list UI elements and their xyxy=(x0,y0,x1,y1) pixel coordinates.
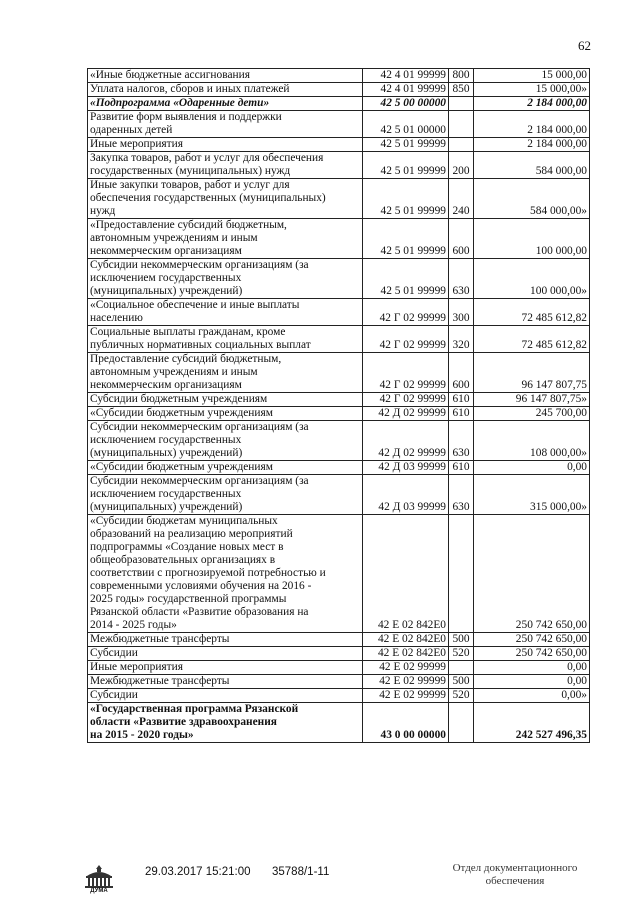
row-amount-cell: 0,00 xyxy=(474,661,590,675)
row-amount-cell: 15 000,00 xyxy=(474,69,590,83)
row-amount-cell: 96 147 807,75 xyxy=(474,353,590,393)
table-row xyxy=(88,633,590,647)
table-row xyxy=(88,661,590,675)
row-name-cell: Иные мероприятия xyxy=(88,661,363,675)
row-expense-type-cell: 630 xyxy=(449,475,474,515)
row-expense-type-cell xyxy=(449,138,474,152)
row-amount-cell: 584 000,00» xyxy=(474,179,590,219)
row-expense-type-cell: 850 xyxy=(449,83,474,97)
row-expense-type-cell: 520 xyxy=(449,647,474,661)
table-row xyxy=(88,111,590,138)
table-row xyxy=(88,179,590,219)
row-code-cell: 42 5 01 99999 xyxy=(363,152,449,179)
row-code-cell: 42 Г 02 99999 xyxy=(363,353,449,393)
row-code-cell: 42 Д 03 99999 xyxy=(363,475,449,515)
row-expense-type-cell: 630 xyxy=(449,421,474,461)
row-amount-cell: 0,00 xyxy=(474,675,590,689)
row-code-cell: 42 Д 02 99999 xyxy=(363,421,449,461)
table-row xyxy=(88,299,590,326)
table-row xyxy=(88,647,590,661)
table-row xyxy=(88,475,590,515)
row-amount-cell: 72 485 612,82 xyxy=(474,326,590,353)
row-expense-type-cell xyxy=(449,515,474,633)
row-name-cell: Развитие форм выявления и поддержки одаренных детей xyxy=(88,111,363,138)
row-name-cell: Субсидии некоммерческим организациям (за исключением государственных (муниципальных) учреждений) xyxy=(88,259,363,299)
row-expense-type-cell: 520 xyxy=(449,689,474,703)
row-expense-type-cell xyxy=(449,97,474,111)
table-row xyxy=(88,515,590,633)
row-amount-cell: 315 000,00» xyxy=(474,475,590,515)
row-name-cell: «Государственная программа Рязанской области «Развитие здравоохранения на 2015 - 2020 годы» xyxy=(88,703,363,743)
row-amount-cell: 2 184 000,00 xyxy=(474,111,590,138)
row-amount-cell: 250 742 650,00 xyxy=(474,633,590,647)
row-code-cell: 42 Е 02 842Е0 xyxy=(363,647,449,661)
row-amount-cell: 242 527 496,35 xyxy=(474,703,590,743)
row-code-cell: 42 5 01 99999 xyxy=(363,179,449,219)
row-name-cell: «Субсидии бюджетным учреждениям xyxy=(88,407,363,421)
page-footer xyxy=(0,860,640,900)
row-expense-type-cell: 200 xyxy=(449,152,474,179)
row-name-cell: «Подпрограмма «Одаренные дети» xyxy=(88,97,363,111)
row-name-cell: Субсидии xyxy=(88,689,363,703)
row-name-cell: Субсидии бюджетным учреждениям xyxy=(88,393,363,407)
table-row xyxy=(88,259,590,299)
row-expense-type-cell xyxy=(449,661,474,675)
row-expense-type-cell: 610 xyxy=(449,393,474,407)
row-code-cell: 42 Г 02 99999 xyxy=(363,299,449,326)
table-row xyxy=(88,83,590,97)
row-name-cell: Иные закупки товаров, работ и услуг для обеспечения государственных (муниципальных) нужд xyxy=(88,179,363,219)
row-amount-cell: 250 742 650,00 xyxy=(474,647,590,661)
row-code-cell: 42 4 01 99999 xyxy=(363,69,449,83)
footer-doc-number: 35788/1-11 xyxy=(272,866,330,878)
row-amount-cell: 100 000,00» xyxy=(474,259,590,299)
row-expense-type-cell: 630 xyxy=(449,259,474,299)
row-expense-type-cell: 610 xyxy=(449,407,474,421)
row-code-cell: 43 0 00 00000 xyxy=(363,703,449,743)
table-row xyxy=(88,97,590,111)
table-row xyxy=(88,326,590,353)
row-name-cell: «Предоставление субсидий бюджетным, автономным учреждениям и иным некоммерческим организациям xyxy=(88,219,363,259)
row-code-cell: 42 Е 02 99999 xyxy=(363,675,449,689)
row-code-cell: 42 5 00 00000 xyxy=(363,97,449,111)
row-expense-type-cell: 610 xyxy=(449,461,474,475)
row-amount-cell: 0,00» xyxy=(474,689,590,703)
row-name-cell: Субсидии некоммерческим организациям (за исключением государственных (муниципальных) учреждений) xyxy=(88,421,363,461)
row-expense-type-cell: 600 xyxy=(449,219,474,259)
row-name-cell: Уплата налогов, сборов и иных платежей xyxy=(88,83,363,97)
row-expense-type-cell: 500 xyxy=(449,633,474,647)
footer-department-stamp: Отдел документационного обеспечения xyxy=(452,862,578,887)
row-amount-cell: 2 184 000,00 xyxy=(474,97,590,111)
row-name-cell: «Иные бюджетные ассигнования xyxy=(88,69,363,83)
row-amount-cell: 108 000,00» xyxy=(474,421,590,461)
row-name-cell: «Субсидии бюджетам муниципальных образований на реализацию мероприятий подпрограммы «Создание новых мест в общеобразовательных организациях в соответствии с прогнозируемой потребностью и современными условиями обучения на 2016 - 2025 годы» государственной программы Рязанской области «Развитие образования на 2014 - 2025 годы» xyxy=(88,515,363,633)
row-amount-cell: 2 184 000,00 xyxy=(474,138,590,152)
row-name-cell: Социальные выплаты гражданам, кроме публичных нормативных социальных выплат xyxy=(88,326,363,353)
row-code-cell: 42 5 01 99999 xyxy=(363,138,449,152)
budget-table-body xyxy=(88,69,590,743)
row-expense-type-cell: 800 xyxy=(449,69,474,83)
row-amount-cell: 0,00 xyxy=(474,461,590,475)
row-code-cell: 42 Д 02 99999 xyxy=(363,407,449,421)
row-code-cell: 42 5 01 99999 xyxy=(363,219,449,259)
table-row xyxy=(88,69,590,83)
footer-datetime: 29.03.2017 15:21:00 xyxy=(145,866,251,878)
row-name-cell: Иные мероприятия xyxy=(88,138,363,152)
row-code-cell: 42 4 01 99999 xyxy=(363,83,449,97)
row-expense-type-cell xyxy=(449,111,474,138)
row-code-cell: 42 Е 02 99999 xyxy=(363,661,449,675)
row-code-cell: 42 Е 02 99999 xyxy=(363,689,449,703)
page-number: 62 xyxy=(578,38,591,53)
row-name-cell: Закупка товаров, работ и услуг для обеспечения государственных (муниципальных) нужд xyxy=(88,152,363,179)
budget-table xyxy=(87,68,590,743)
row-name-cell: «Социальное обеспечение и иные выплаты населению xyxy=(88,299,363,326)
table-row xyxy=(88,353,590,393)
table-row xyxy=(88,461,590,475)
row-expense-type-cell: 500 xyxy=(449,675,474,689)
table-row xyxy=(88,219,590,259)
row-name-cell: Субсидии xyxy=(88,647,363,661)
row-amount-cell: 245 700,00 xyxy=(474,407,590,421)
row-expense-type-cell: 240 xyxy=(449,179,474,219)
row-expense-type-cell: 600 xyxy=(449,353,474,393)
row-amount-cell: 100 000,00 xyxy=(474,219,590,259)
table-row xyxy=(88,421,590,461)
row-amount-cell: 15 000,00» xyxy=(474,83,590,97)
row-code-cell: 42 5 01 99999 xyxy=(363,259,449,299)
row-code-cell: 42 Е 02 842Е0 xyxy=(363,633,449,647)
table-row xyxy=(88,393,590,407)
table-row xyxy=(88,152,590,179)
row-name-cell: Предоставление субсидий бюджетным, автономным учреждениям и иным некоммерческим организациям xyxy=(88,353,363,393)
row-name-cell: Межбюджетные трансферты xyxy=(88,675,363,689)
row-amount-cell: 72 485 612,82 xyxy=(474,299,590,326)
table-row xyxy=(88,407,590,421)
table-row xyxy=(88,675,590,689)
row-expense-type-cell xyxy=(449,703,474,743)
row-amount-cell: 250 742 650,00 xyxy=(474,515,590,633)
logo-label: ДУМА xyxy=(90,888,108,894)
row-code-cell: 42 Е 02 842Е0 xyxy=(363,515,449,633)
row-code-cell: 42 Д 03 99999 xyxy=(363,461,449,475)
row-expense-type-cell: 300 xyxy=(449,299,474,326)
row-code-cell: 42 5 01 00000 xyxy=(363,111,449,138)
table-row xyxy=(88,138,590,152)
row-code-cell: 42 Г 02 99999 xyxy=(363,393,449,407)
table-row xyxy=(88,689,590,703)
row-name-cell: Субсидии некоммерческим организациям (за исключением государственных (муниципальных) учреждений) xyxy=(88,475,363,515)
row-code-cell: 42 Г 02 99999 xyxy=(363,326,449,353)
row-amount-cell: 584 000,00 xyxy=(474,152,590,179)
row-name-cell: «Субсидии бюджетным учреждениям xyxy=(88,461,363,475)
row-name-cell: Межбюджетные трансферты xyxy=(88,633,363,647)
row-expense-type-cell: 320 xyxy=(449,326,474,353)
table-row xyxy=(88,703,590,743)
row-amount-cell: 96 147 807,75» xyxy=(474,393,590,407)
